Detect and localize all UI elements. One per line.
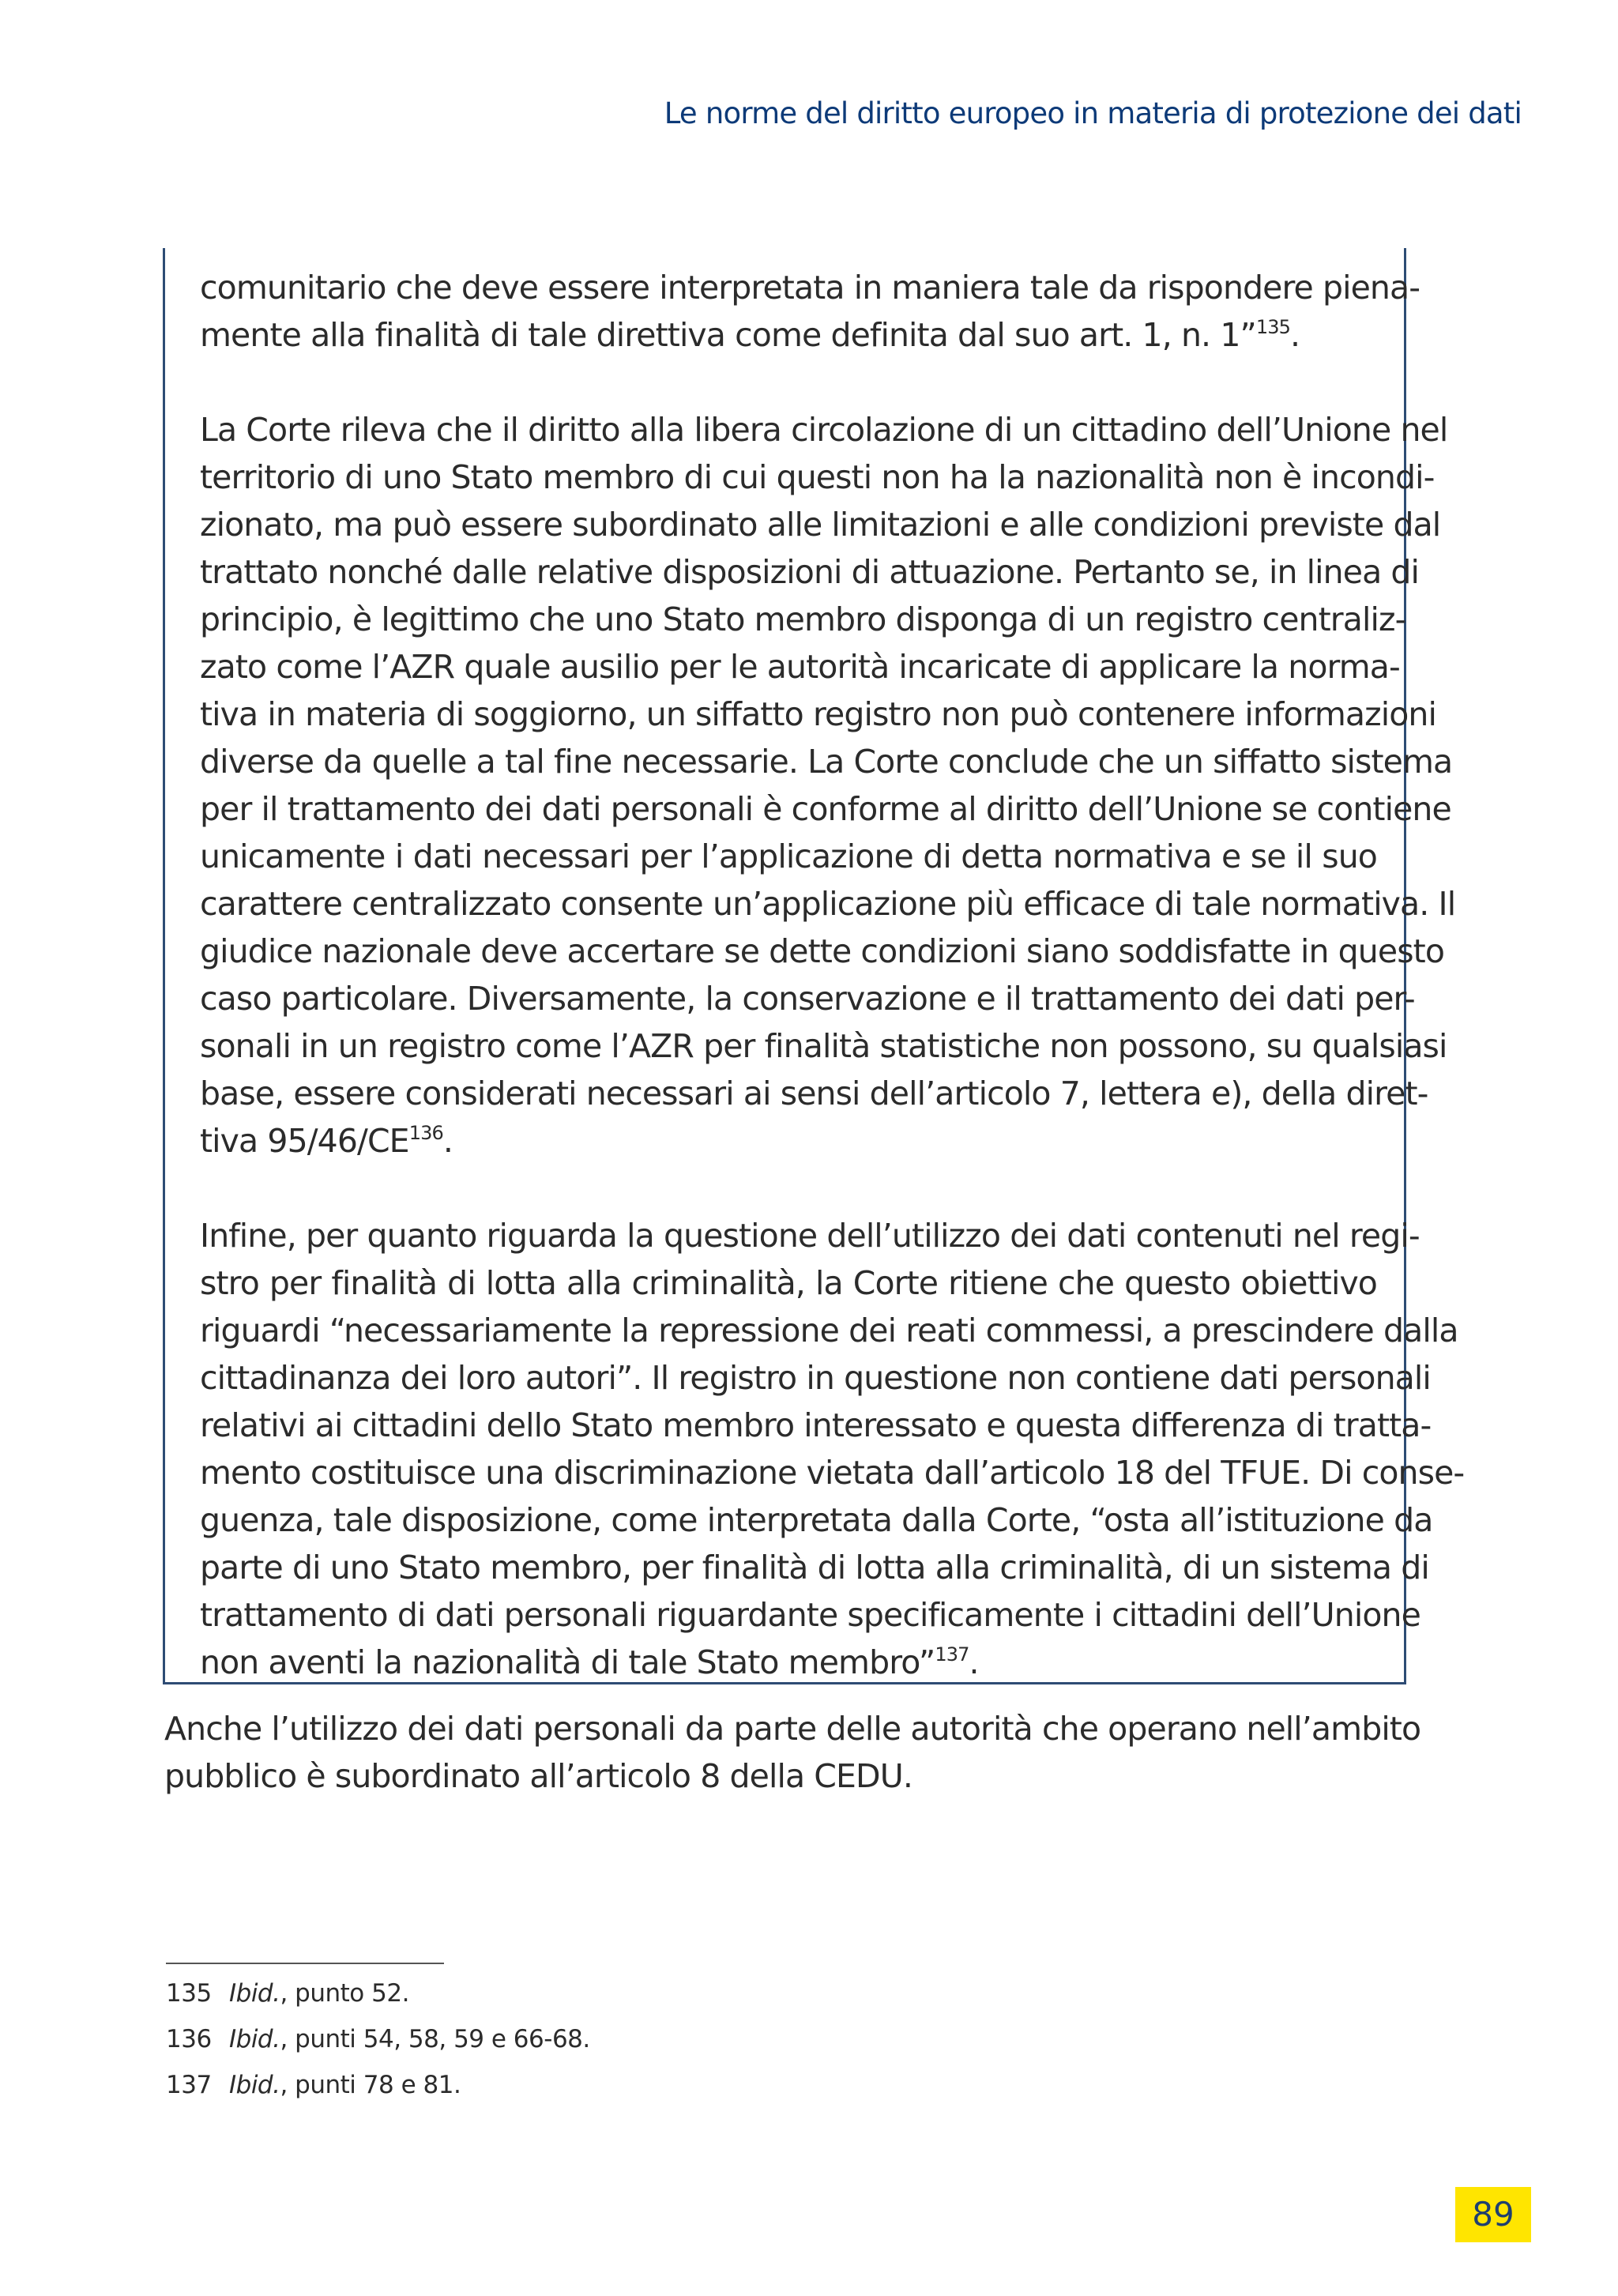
footnotes	[166, 1970, 590, 2108]
text-line: zionato, ma può essere subordinato alle limitazioni e alle condizioni previste dal	[200, 506, 1441, 544]
text-line: per il trattamento dei dati personali è conforme al diritto dell’Unione se contiene	[200, 790, 1451, 828]
footnote-text: , punti 78 e 81.	[280, 2071, 461, 2099]
text-line	[200, 311, 1377, 359]
text-line: comunitario che deve essere interpretata in maniera tale da rispondere piena-	[200, 269, 1420, 307]
text-line: caso particolare. Diversamente, la conservazione e il trattamento dei dati per-	[200, 980, 1415, 1018]
footnote-text: , punto 52.	[280, 1979, 409, 2008]
text-line: mento costituisce una discriminazione vietata dall’articolo 18 del TFUE. Di conse-	[200, 1454, 1465, 1492]
footnote-number: 137	[166, 2071, 212, 2099]
text-line: pubblico è subordinato all’articolo 8 della CEDU.	[164, 1757, 912, 1795]
box-paragraph	[200, 264, 1420, 359]
footnote-divider	[166, 1963, 444, 1964]
footnote-item	[166, 1970, 590, 2016]
text-line-content: tiva 95/46/CE	[200, 1122, 409, 1160]
footnote-ref-text: Ibid.	[229, 2071, 280, 2099]
text-line: sonali in un registro come l’AZR per finalità statistiche non possono, su qualsiasi	[200, 1027, 1447, 1065]
text-line-content: non aventi la nazionalità di tale Stato membro”	[200, 1643, 935, 1681]
text-line: cittadinanza dei loro autori”. Il registro in questione non contiene dati personali	[200, 1359, 1431, 1397]
text-line: stro per finalità di lotta alla criminalità, la Corte ritiene che questo obiettivo	[200, 1264, 1377, 1302]
footnote-number: 135	[166, 1979, 212, 2008]
text-line: unicamente i dati necessari per l’applicazione di detta normativa e se il suo	[200, 837, 1377, 875]
text-line: tiva in materia di soggiorno, un siffatto registro non può contenere informazioni	[200, 695, 1436, 733]
footnote-item	[166, 2016, 590, 2062]
running-header: Le norme del diritto europeo in materia di protezione dei dati	[664, 96, 1522, 130]
text-line: La Corte rileva che il diritto alla libera circolazione di un cittadino dell’Unione nel	[200, 411, 1448, 449]
footnote-ref-text: Ibid.	[229, 1979, 280, 2008]
text-line: trattamento di dati personali riguardante specificamente i cittadini dell’Unione	[200, 1596, 1420, 1634]
text-line-content: mente alla finalità di tale direttiva come definita dal suo art. 1, n. 1”	[200, 316, 1256, 354]
box-paragraph	[200, 406, 1456, 1165]
text-line: diverse da quelle a tal fine necessarie. La Corte conclude che un siffatto sistema	[200, 743, 1453, 781]
text-line	[200, 1117, 1377, 1165]
text-line	[200, 1639, 1377, 1686]
text-line: giudice nazionale deve accertare se dette condizioni siano soddisfatte in questo	[200, 932, 1445, 970]
text-line: carattere centralizzato consente un’applicazione più efficace di tale normativa. Il	[200, 885, 1456, 923]
case-box	[163, 248, 1465, 1684]
footnote-ref[interactable]: 137	[935, 1643, 969, 1666]
footnote-ref[interactable]: 136	[408, 1122, 443, 1144]
line-end: .	[442, 1122, 453, 1160]
text-line: Infine, per quanto riguarda la questione dell’utilizzo dei dati contenuti nel regi-	[200, 1217, 1420, 1255]
body-paragraph	[164, 1705, 1421, 1800]
text-line: principio, è legittimo che uno Stato membro disponga di un registro centraliz-	[200, 600, 1406, 638]
footnote-number: 136	[166, 2025, 212, 2053]
text-line: parte di uno Stato membro, per finalità di lotta alla criminalità, di un sistema di	[200, 1549, 1429, 1586]
line-end: .	[969, 1643, 979, 1681]
box-paragraph	[200, 1212, 1465, 1686]
text-line: territorio di uno Stato membro di cui questi non ha la nazionalità non è incondi-	[200, 458, 1435, 496]
page-number-badge: 89	[1455, 2187, 1531, 2242]
case-box-text	[200, 264, 1465, 1686]
text-line: trattato nonché dalle relative disposizioni di attuazione. Pertanto se, in linea di	[200, 553, 1420, 591]
line-end: .	[1289, 316, 1300, 354]
footnote-ref[interactable]: 135	[1255, 316, 1290, 338]
text-line: relativi ai cittadini dello Stato membro interessato e questa differenza di tratta-	[200, 1406, 1432, 1444]
text-line: base, essere considerati necessari ai sensi dell’articolo 7, lettera e), della diret-	[200, 1075, 1428, 1112]
footnote-text: , punti 54, 58, 59 e 66-68.	[280, 2025, 590, 2053]
text-line: guenza, tale disposizione, come interpretata dalla Corte, “osta all’istituzione da	[200, 1501, 1433, 1539]
footnote-item	[166, 2062, 590, 2108]
text-line: riguardi “necessariamente la repressione dei reati commessi, a prescindere dalla	[200, 1312, 1458, 1349]
text-line: Anche l’utilizzo dei dati personali da parte delle autorità che operano nell’ambito	[164, 1710, 1421, 1748]
footnote-ref-text: Ibid.	[229, 2025, 280, 2053]
text-line: zato come l’AZR quale ausilio per le autorità incaricate di applicare la norma-	[200, 648, 1400, 686]
